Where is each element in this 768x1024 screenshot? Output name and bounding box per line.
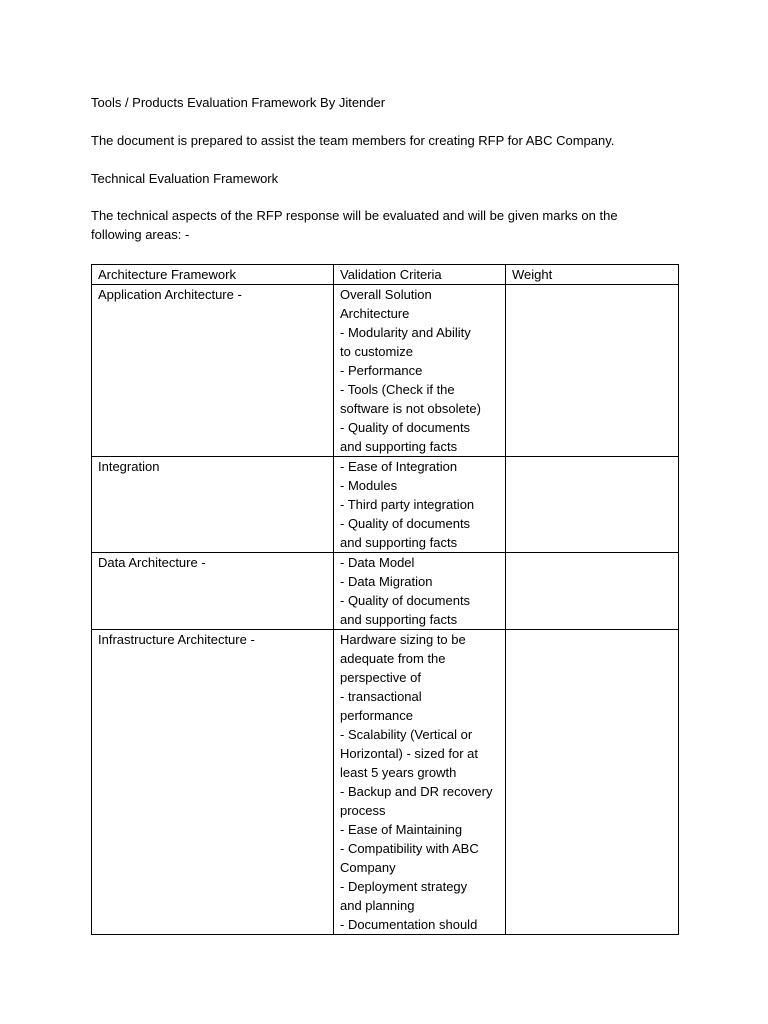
criteria-line: - Deployment strategy xyxy=(340,879,468,894)
weight-cell xyxy=(506,457,679,553)
criteria-line: - Quality of documents xyxy=(340,516,471,531)
criteria-line: - Tools (Check if the xyxy=(340,382,455,397)
criteria-line: - Quality of documents xyxy=(340,420,471,435)
criteria-line: - Third party integration xyxy=(340,497,475,512)
criteria-line: least 5 years growth xyxy=(340,765,457,780)
criteria-line: - Performance xyxy=(340,363,423,378)
header-validation-criteria: Validation Criteria xyxy=(334,265,506,285)
criteria-line: to customize xyxy=(340,344,413,359)
criteria-line: and supporting facts xyxy=(340,439,458,454)
criteria-line: performance xyxy=(340,708,413,723)
criteria-line: - Modules xyxy=(340,478,398,493)
criteria-line: - Compatibility with ABC xyxy=(340,841,479,856)
framework-cell: Infrastructure Architecture - xyxy=(92,630,334,935)
table-header-row xyxy=(92,265,679,285)
criteria-line: Overall Solution xyxy=(340,287,432,302)
section-intro: The technical aspects of the RFP response will be evaluated and will be given marks on the following areas: - xyxy=(91,208,622,242)
criteria-line: perspective of xyxy=(340,670,421,685)
weight-cell xyxy=(506,553,679,630)
criteria-line: - Quality of documents xyxy=(340,593,471,608)
criteria-line: - Backup and DR recovery xyxy=(340,784,493,799)
table-row xyxy=(92,285,679,457)
framework-cell: Application Architecture - xyxy=(92,285,334,457)
criteria-line: and planning xyxy=(340,898,415,913)
criteria-line: adequate from the xyxy=(340,651,446,666)
header-weight: Weight xyxy=(506,265,679,285)
criteria-line: - transactional xyxy=(340,689,422,704)
criteria-line: - Data Migration xyxy=(340,574,433,589)
table-row xyxy=(92,457,679,553)
criteria-line: - Scalability (Vertical or xyxy=(340,727,473,742)
weight-cell xyxy=(506,285,679,457)
section-heading: Technical Evaluation Framework xyxy=(91,171,279,186)
criteria-line: Company xyxy=(340,860,396,875)
criteria-line: and supporting facts xyxy=(340,535,458,550)
criteria-line: Hardware sizing to be xyxy=(340,632,466,647)
criteria-line: - Documentation should xyxy=(340,917,478,932)
criteria-line: - Ease of Integration xyxy=(340,459,458,474)
weight-cell xyxy=(506,630,679,935)
document-intro: The document is prepared to assist the team members for creating RFP for ABC Company. xyxy=(91,133,615,148)
criteria-line: and supporting facts xyxy=(340,612,458,627)
header-architecture-framework: Architecture Framework xyxy=(92,265,334,285)
criteria-line: - Modularity and Ability xyxy=(340,325,471,340)
criteria-cell xyxy=(334,457,506,553)
criteria-line: Horizontal) - sized for at xyxy=(340,746,478,761)
criteria-line: - Data Model xyxy=(340,555,415,570)
criteria-line: software is not obsolete) xyxy=(340,401,481,416)
framework-cell: Integration xyxy=(92,457,334,553)
criteria-cell xyxy=(334,630,506,935)
framework-cell: Data Architecture - xyxy=(92,553,334,630)
criteria-cell xyxy=(334,553,506,630)
document-title: Tools / Products Evaluation Framework By Jitender xyxy=(91,95,386,110)
table-row xyxy=(92,553,679,630)
table-row xyxy=(92,630,679,935)
criteria-line: Architecture xyxy=(340,306,410,321)
evaluation-table xyxy=(91,264,679,935)
criteria-line: - Ease of Maintaining xyxy=(340,822,463,837)
criteria-line: process xyxy=(340,803,386,818)
criteria-cell xyxy=(334,285,506,457)
